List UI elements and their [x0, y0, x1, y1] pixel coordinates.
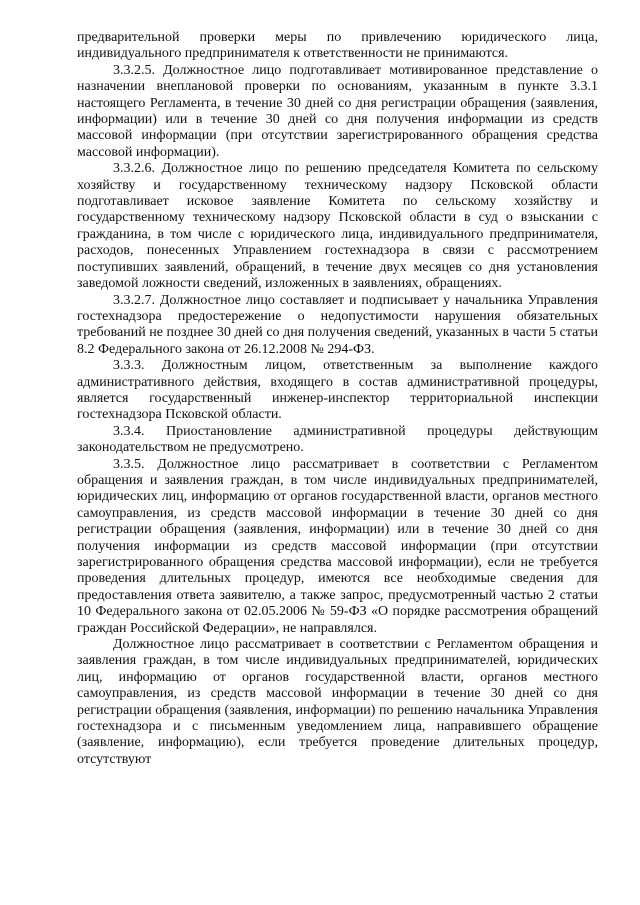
- paragraph-3-3-2-6: 3.3.2.6. Должностное лицо по решению председателя Комитета по сельскому хозяйству и государственному техническому надзору Псковской области подготавливает исковое заявление Комитета по сельскому хозяйству и государственному техническому надзору Псковской области в суд о взыскании с гражданина, в том числе с юридического лица, индивидуального предпринимателя, расходов, понесенных Управлением гостехнадзора в связи с рассмотрением поступивших заявлений, обращений, в течение двух месяцев со дня установления заведомой ложности сведений, изложенных в заявлениях, обращениях.: [77, 161, 598, 292]
- paragraph-3-3-5: 3.3.5. Должностное лицо рассматривает в соответствии с Регламентом обращения и заявления граждан, в том числе индивидуальных предпринимателей, юридических лиц, информацию от органов государственной власти, органов местного самоуправления, из средств массовой информации в течение 30 дней со дня регистрации обращения (заявления, информации) или в течение 30 дней со дня получения информации из средств массовой информации (при отсутствии зарегистрированного обращения средства массовой информации), если не требуется проведения длительных процедур, имеются все необходимые сведения для предоставления ответа заявителю, а также запрос, предусмотренный частью 2 статьи 10 Федерального закона от 02.05.2006 № 59-ФЗ «О порядке рассмотрения обращений граждан Российской Федерации», не направлялся.: [77, 456, 598, 636]
- paragraph-3-3-3: 3.3.3. Должностным лицом, ответственным за выполнение каждого административного действия, входящего в состав административной процедуры, является государственный инженер-инспектор территориальной инспекции гостехнадзора Псковской области.: [77, 358, 598, 423]
- paragraph-continuation: предварительной проверки меры по привлечению юридического лица, индивидуального предпринимателя к ответственности не принимаются.: [77, 30, 598, 62]
- paragraph-3-3-5-continued: Должностное лицо рассматривает в соответствии с Регламентом обращения и заявления граждан, в том числе индивидуальных предпринимателей, юридических лиц, информацию от органов государственной власти, органов местного самоуправления, из средств массовой информации в течение 30 дней со дня регистрации обращения (заявления, информации) по решению начальника Управления гостехнадзора и с письменным уведомлением лица, направившего обращение (заявление, информацию), если требуется проведение длительных процедур, отсутствуют: [77, 637, 598, 767]
- paragraph-3-3-2-7: 3.3.2.7. Должностное лицо составляет и подписывает у начальника Управления гостехнадзора предостережение о недопустимости нарушения обязательных требований не позднее 30 дней со дня получения сведений, указанных в части 5 статьи 8.2 Федерального закона от 26.12.2008 № 294-ФЗ.: [77, 292, 598, 357]
- paragraph-3-3-4: 3.3.4. Приостановление административной процедуры действующим законодательством не предусмотрено.: [77, 423, 598, 456]
- paragraph-3-3-2-5: 3.3.2.5. Должностное лицо подготавливает мотивированное представление о назначении внеплановой проверки по основаниям, указанным в пункте 3.3.1 настоящего Регламента, в течение 30 дней со дня регистрации обращения (заявления, информации) или в течение 30 дней со дня получения информации из средств массовой информации (при отсутствии зарегистрированного обращения средства массовой информации).: [77, 62, 598, 160]
